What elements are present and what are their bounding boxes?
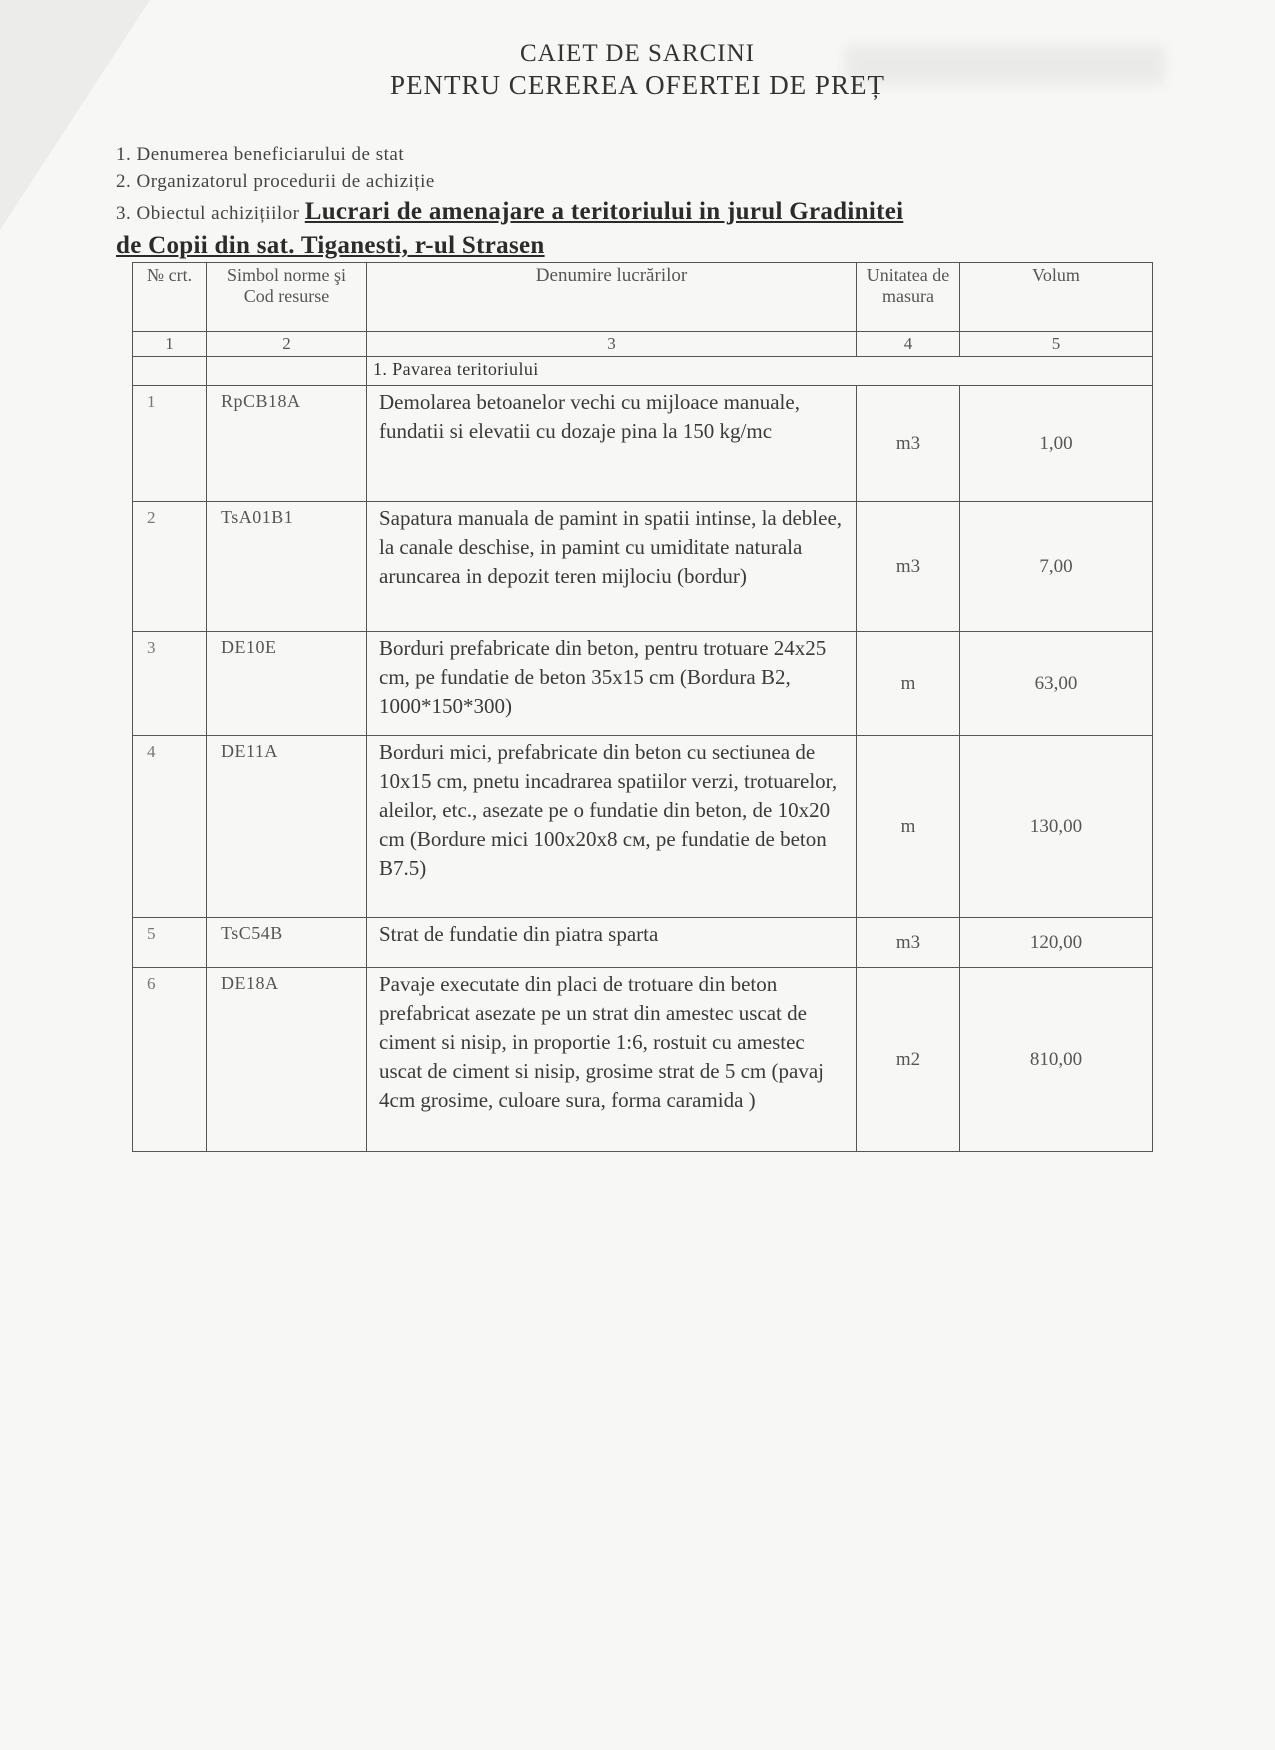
header-code: Simbol norme şi Cod resurse [207, 263, 367, 332]
beneficiary-label: 1. Denumerea beneficiarului de stat [116, 144, 405, 165]
column-number: 2 [207, 332, 367, 357]
column-number-row [133, 332, 1153, 357]
volume-value: 63,00 [960, 632, 1153, 736]
row-number: 1 [133, 386, 207, 502]
row-number: 3 [133, 632, 207, 736]
unit-of-measure: m3 [857, 386, 960, 502]
work-description: Pavaje executate din placi de trotuare din beton prefabricat asezate pe un strat din amestec uscat de ciment si nisip, in proportie 1:6, rostuit cu amestec uscat de ciment si nisip, grosime strat de 5 cm (pavaj 4cm grosime, culoare sura, forma caramida ) [367, 968, 857, 1152]
organizer-label: 2. Organizatorul procedurii de achiziție [116, 171, 435, 192]
work-description: Borduri mici, prefabricate din beton cu sectiunea de 10x15 cm, pnetu incadrarea spatiilor verzi, trotuarelor, aleilor, etc., asezate pe o fundatie din beton, de 10x20 cm (Bordure mici 100x20x8 см, pe fundatie de beton B7.5) [367, 736, 857, 918]
procurement-subject: Lucrari de amenajare a teritoriului in jurul Gradinitei [304, 198, 904, 225]
unit-of-measure: m [857, 736, 960, 918]
row-number: 5 [133, 918, 207, 968]
section-title: 1. Pavarea teritoriului [367, 357, 1153, 386]
document-subtitle: PENTRU CEREREA OFERTEI DE PREȚ [390, 70, 885, 100]
column-number: 5 [960, 332, 1153, 357]
volume-value: 1,00 [960, 386, 1153, 502]
table-row [133, 632, 1153, 736]
norm-code: DE18A [207, 968, 367, 1152]
table-row [133, 502, 1153, 632]
row-number: 6 [133, 968, 207, 1152]
procurement-object-label: 3. Obiectul achizițiilor [116, 203, 300, 224]
unit-of-measure: m2 [857, 968, 960, 1152]
header-description: Denumire lucrărilor [367, 263, 857, 332]
table-row [133, 968, 1153, 1152]
row-number: 4 [133, 736, 207, 918]
section-empty-cell [207, 357, 367, 386]
unit-of-measure: m3 [857, 918, 960, 968]
section-row [133, 357, 1153, 386]
table-row [133, 386, 1153, 502]
header-nr: № crt. [133, 263, 207, 332]
row-number: 2 [133, 502, 207, 632]
header-unit: Unitatea de masura [857, 263, 960, 332]
document-title: CAIET DE SARCINI [520, 40, 755, 67]
norm-code: DE11A [207, 736, 367, 918]
column-number: 4 [857, 332, 960, 357]
norm-code: TsC54B [207, 918, 367, 968]
table-row [133, 918, 1153, 968]
norm-code: TsA01B1 [207, 502, 367, 632]
volume-value: 7,00 [960, 502, 1153, 632]
column-number: 3 [367, 332, 857, 357]
table-body [133, 332, 1153, 1152]
norm-code: RpCB18A [207, 386, 367, 502]
column-number: 1 [133, 332, 207, 357]
table-header-row [133, 263, 1153, 332]
work-description: Strat de fundatie din piatra sparta [367, 918, 857, 968]
table-row [133, 736, 1153, 918]
folded-corner [0, 0, 150, 230]
header-volume: Volum [960, 263, 1153, 332]
works-table [132, 262, 1153, 1152]
work-description: Sapatura manuala de pamint in spatii intinse, la deblee, la canale deschise, in pamint cu umiditate naturala aruncarea in depozit teren mijlociu (bordur) [367, 502, 857, 632]
volume-value: 130,00 [960, 736, 1153, 918]
procurement-object-line [116, 198, 903, 226]
procurement-subject-continued: de Copii din sat. Tiganesti, r-ul Strasen [116, 232, 545, 259]
volume-value: 810,00 [960, 968, 1153, 1152]
unit-of-measure: m [857, 632, 960, 736]
volume-value: 120,00 [960, 918, 1153, 968]
section-empty-cell [133, 357, 207, 386]
work-description: Borduri prefabricate din beton, pentru trotuare 24x25 cm, pe fundatie de beton 35x15 cm (Bordura B2, 1000*150*300) [367, 632, 857, 736]
unit-of-measure: m3 [857, 502, 960, 632]
norm-code: DE10E [207, 632, 367, 736]
work-description: Demolarea betoanelor vechi cu mijloace manuale, fundatii si elevatii cu dozaje pina la 150 kg/mc [367, 386, 857, 502]
